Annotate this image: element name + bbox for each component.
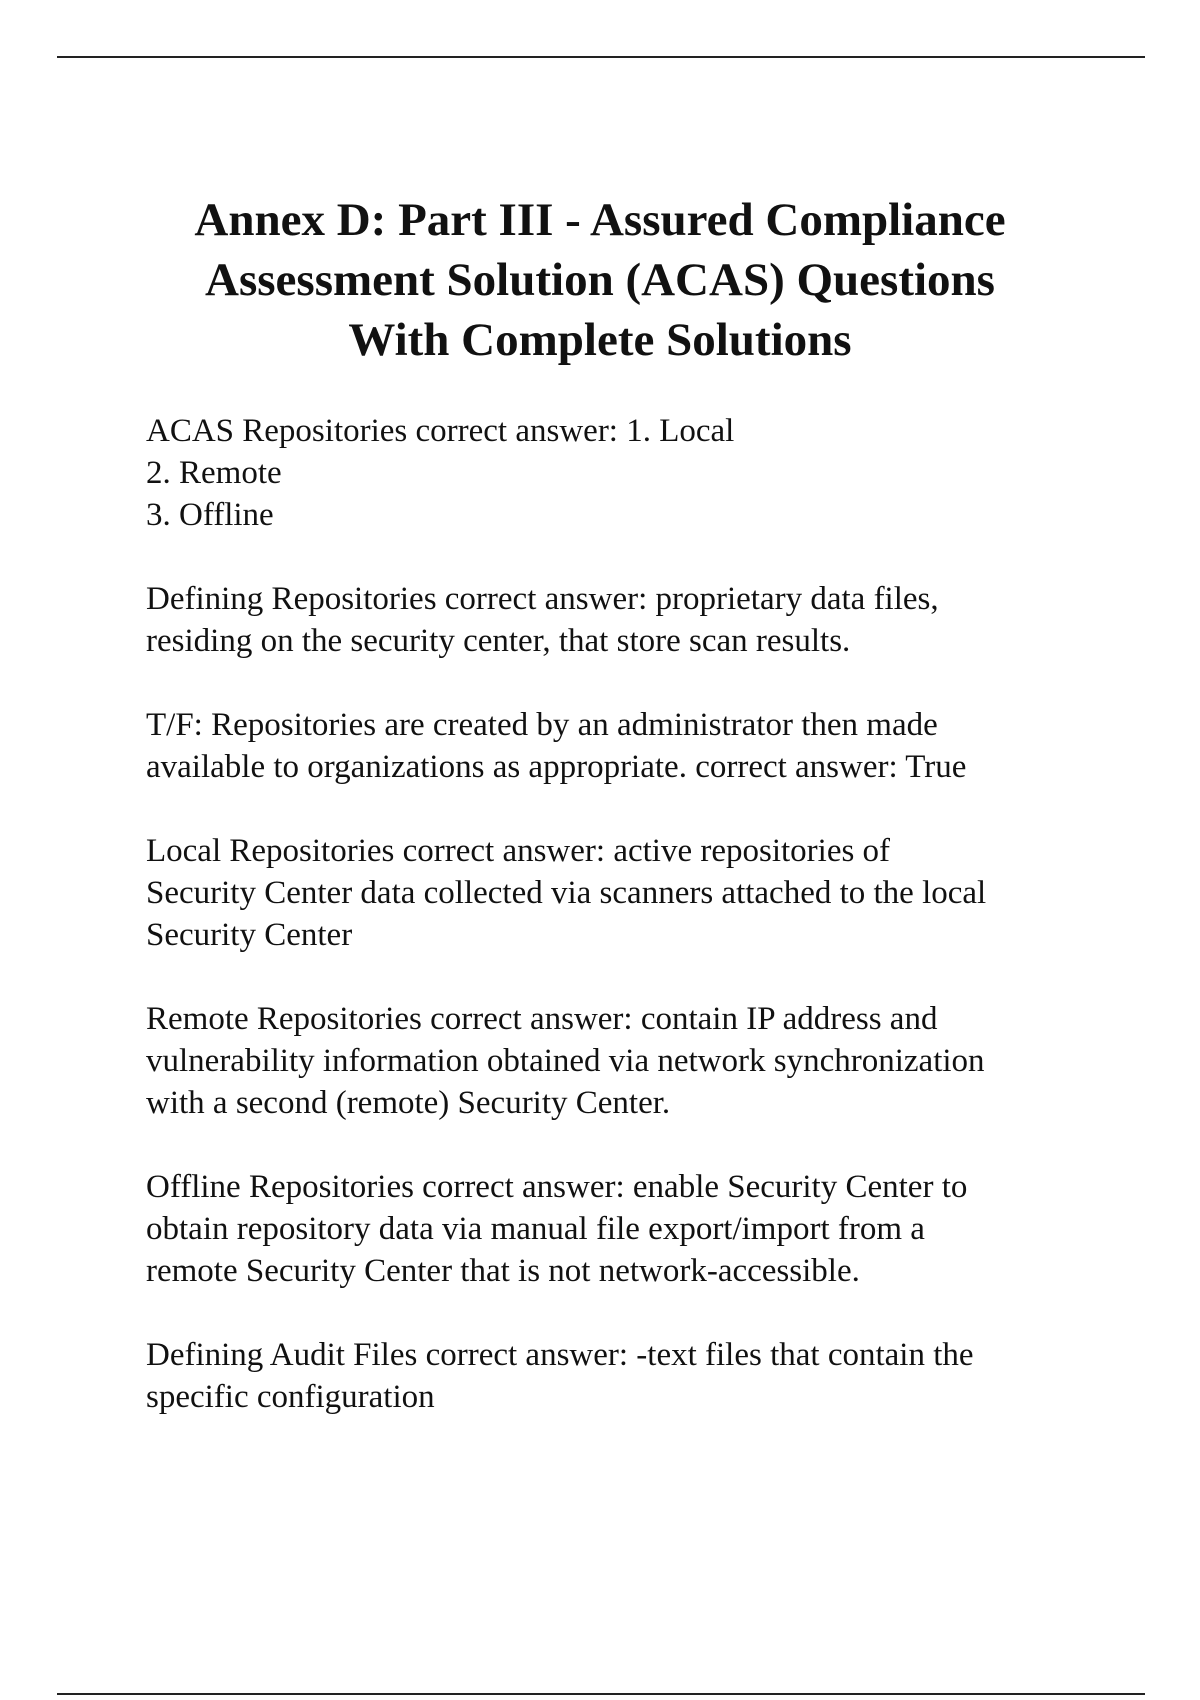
qa-line: with a second (remote) Security Center. bbox=[146, 1085, 671, 1121]
qa-line: T/F: Repositories are created by an administrator then made bbox=[146, 707, 938, 743]
qa-line: available to organizations as appropriate. correct answer: True bbox=[146, 749, 967, 785]
qa-line: Defining Repositories correct answer: proprietary data files, bbox=[146, 581, 939, 617]
qa-line: 3. Offline bbox=[146, 497, 274, 533]
qa-list bbox=[146, 410, 1146, 1460]
qa-entry-true-false bbox=[146, 704, 1146, 788]
qa-line: vulnerability information obtained via network synchronization bbox=[146, 1043, 985, 1079]
qa-entry-acas-repositories bbox=[146, 410, 1146, 536]
title-line: Annex D: Part III - Assured Compliance bbox=[194, 194, 1006, 246]
qa-entry-offline-repositories bbox=[146, 1166, 1146, 1292]
qa-line: Security Center data collected via scanners attached to the local bbox=[146, 875, 987, 911]
qa-line: residing on the security center, that store scan results. bbox=[146, 623, 851, 659]
title-line: Assessment Solution (ACAS) Questions bbox=[205, 254, 995, 306]
qa-entry-remote-repositories bbox=[146, 998, 1146, 1124]
qa-line: obtain repository data via manual file export/import from a bbox=[146, 1211, 925, 1247]
qa-line: ACAS Repositories correct answer: 1. Local bbox=[146, 413, 735, 449]
qa-line: 2. Remote bbox=[146, 455, 282, 491]
qa-line: remote Security Center that is not network-accessible. bbox=[146, 1253, 860, 1289]
qa-line: specific configuration bbox=[146, 1379, 435, 1415]
top-divider bbox=[57, 56, 1145, 58]
bottom-divider bbox=[57, 1693, 1145, 1695]
qa-entry-defining-audit-files bbox=[146, 1334, 1146, 1418]
title-line: With Complete Solutions bbox=[348, 314, 852, 366]
qa-entry-defining-repositories bbox=[146, 578, 1146, 662]
qa-entry-local-repositories bbox=[146, 830, 1146, 956]
qa-line: Offline Repositories correct answer: enable Security Center to bbox=[146, 1169, 968, 1205]
qa-line: Defining Audit Files correct answer: -text files that contain the bbox=[146, 1337, 974, 1373]
qa-line: Local Repositories correct answer: active repositories of bbox=[146, 833, 891, 869]
qa-line: Remote Repositories correct answer: contain IP address and bbox=[146, 1001, 938, 1037]
document-title bbox=[100, 190, 1100, 370]
qa-line: Security Center bbox=[146, 917, 353, 953]
